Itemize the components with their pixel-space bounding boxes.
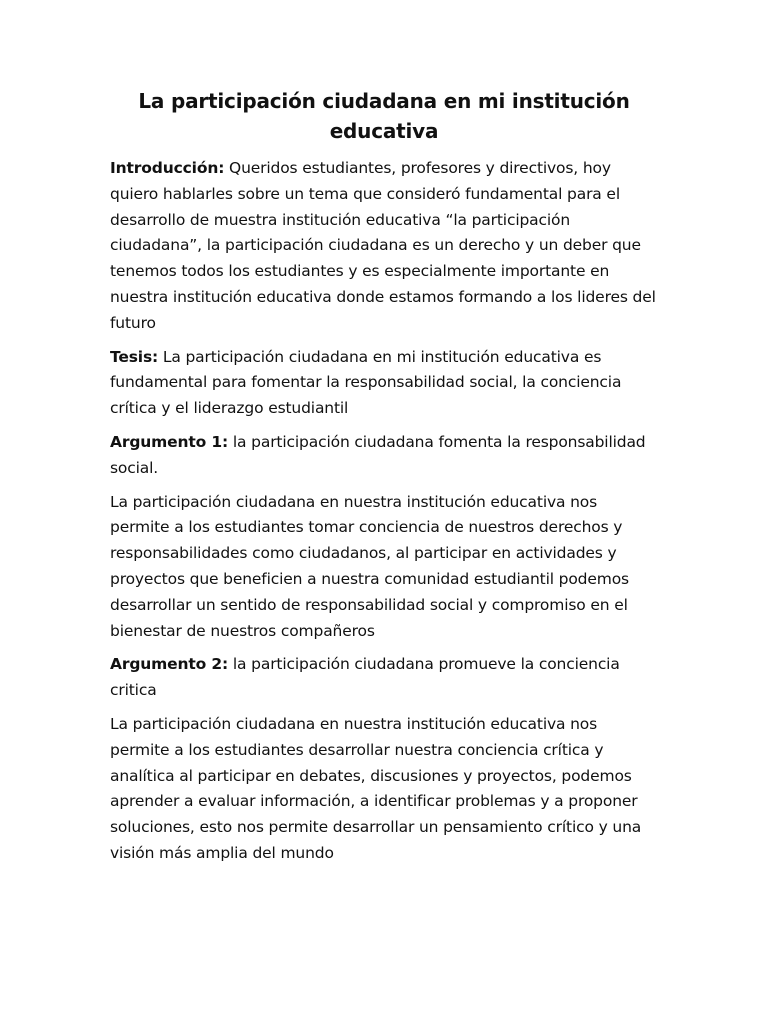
- argument1-heading: [110, 430, 658, 482]
- intro-paragraph: [110, 156, 658, 337]
- thesis-label: Tesis:: [110, 347, 159, 366]
- argument1-label: Argumento 1:: [110, 432, 229, 451]
- argument2-text: la participación ciudadana promueve la conciencia critica: [110, 655, 620, 700]
- argument1-text: la participación ciudadana fomenta la responsabilidad social.: [110, 432, 646, 477]
- argument2-heading: [110, 652, 658, 704]
- thesis-paragraph: [110, 345, 658, 422]
- document-title: La participación ciudadana en mi institución educativa: [138, 89, 630, 143]
- argument2-body: La participación ciudadana en nuestra institución educativa nos permite a los estudiantes desarrollar nuestra conciencia crítica y analítica al participar en debates, discusiones y proyectos, podemos aprender a evaluar información, a identificar problemas y a proponer soluciones, esto nos permite desarrollar un pensamiento crítico y una visión más amplia del mundo: [110, 714, 642, 862]
- intro-label: Introducción:: [110, 159, 225, 177]
- intro-text: Queridos estudiantes, profesores y directivos, hoy quiero hablarles sobre un tema que consideró fundamental para el desarrollo de muestra institución educativa “la participación ciudadana”, la participación ciudadana es un derecho y un deber que tenemos todos los estudiantes y es especialmente importante en nuestra institución educativa donde estamos formando a los lideres del futuro: [110, 159, 656, 332]
- argument2-label: Argumento 2:: [110, 655, 229, 674]
- thesis-text: La participación ciudadana en mi institución educativa es fundamental para fomentar la responsabilidad social, la conciencia crítica y el liderazgo estudiantil: [110, 347, 622, 418]
- argument1-body: La participación ciudadana en nuestra institución educativa nos permite a los estudiantes tomar conciencia de nuestros derechos y responsabilidades como ciudadanos, al participar en actividades y proyectos que beneficien a nuestra comunidad estudiantil podemos desarrollar un sentido de responsabilidad social y compromiso en el bienestar de nuestros compañeros: [110, 492, 629, 640]
- document-page: [110, 86, 658, 875]
